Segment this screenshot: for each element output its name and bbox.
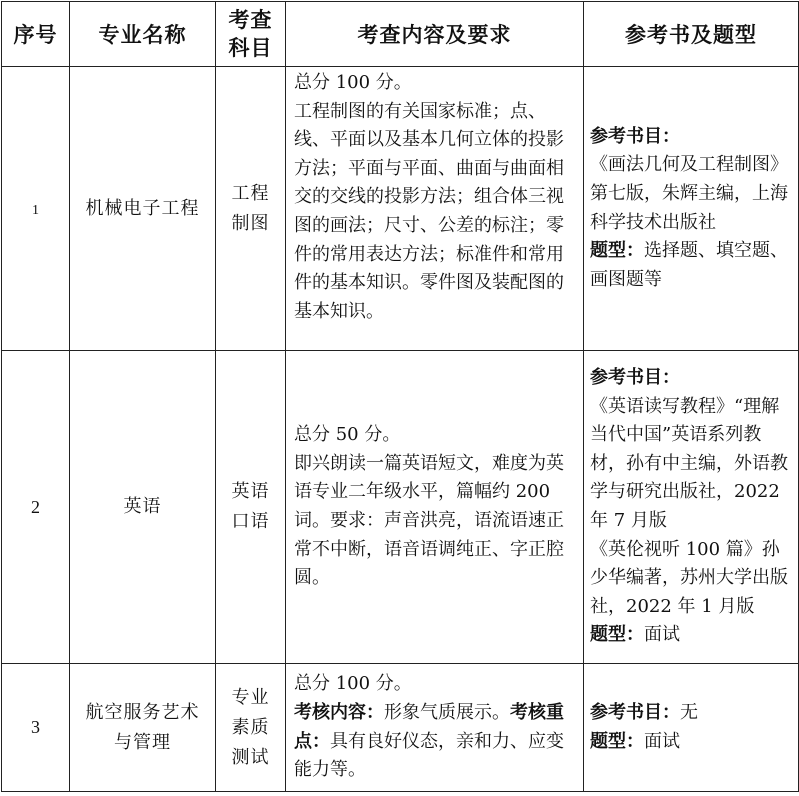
reference-cell	[584, 67, 799, 351]
requirements-cell	[286, 664, 584, 792]
subject-cell	[216, 67, 286, 351]
exam-requirements-table	[1, 1, 799, 792]
reference-label: 参考书目：	[590, 367, 680, 389]
header-subject-line2: 科目	[228, 35, 273, 60]
question-type-label: 题型：	[590, 240, 644, 262]
assessment-focus-text: 具有良好仪态，亲和力、应变能力等。	[294, 730, 564, 781]
subject-line2: 素质	[231, 716, 270, 738]
question-type	[590, 237, 792, 294]
assessment-content-text: 形象气质展示。	[384, 701, 510, 723]
row-index-cell	[2, 351, 70, 664]
row-index: 2	[31, 496, 40, 517]
total-score: 总分 100 分。	[294, 72, 412, 93]
reference-book: 《画法几何及工程制图》第七版，朱辉主编，上海科学技术出版社	[590, 154, 788, 233]
row-index: 1	[32, 202, 39, 218]
reference-value: 无	[680, 701, 698, 723]
subject-line2: 口语	[231, 511, 270, 532]
row-index-cell	[2, 664, 70, 792]
question-type	[590, 728, 792, 757]
subject-line3: 测试	[231, 746, 270, 768]
major-name-line2: 与管理	[114, 731, 171, 753]
question-type-value: 面试	[644, 730, 680, 752]
table-row	[2, 664, 799, 792]
subject-cell	[216, 351, 286, 664]
header-index: 序号	[2, 2, 70, 67]
header-major: 专业名称	[70, 2, 216, 67]
reference-label: 参考书目：	[590, 701, 680, 723]
question-type-label: 题型：	[590, 624, 644, 646]
requirements-text: 即兴朗读一篇英语短文，难度为英语专业二年级水平，篇幅约 200 词。要求：声音洪亮，语流语速正常不中断，语音语调纯正、字正腔圆。	[294, 452, 564, 589]
header-subject-line1: 考查	[228, 7, 273, 32]
row-index: 3	[31, 717, 40, 737]
subject-cell	[216, 664, 286, 792]
reference-book-2: 《英伦视听 100 篇》孙少华编著，苏州大学出版社，2022 年 1 月版	[590, 538, 788, 617]
requirements-cell	[286, 67, 584, 351]
assessment-focus-label: 考核重点：	[294, 701, 564, 752]
total-score: 总分 50 分。	[294, 424, 401, 446]
subject-line1: 工程	[231, 182, 270, 204]
subject-line1: 专业	[231, 686, 270, 708]
header-reference: 参考书及题型	[584, 2, 799, 67]
total-score: 总分 100 分。	[294, 673, 412, 695]
major-name-line1: 航空服务艺术	[85, 701, 200, 723]
header-requirements: 考查内容及要求	[286, 2, 584, 67]
header-row	[2, 2, 799, 67]
reference-cell	[584, 351, 799, 664]
question-type-label: 题型：	[590, 730, 644, 752]
table-row	[2, 351, 799, 664]
table-row	[2, 67, 799, 351]
subject-line2: 制图	[231, 212, 270, 234]
reference-cell	[584, 664, 799, 792]
header-subject	[216, 2, 286, 67]
assessment-content-label: 考核内容：	[294, 701, 384, 723]
requirements-text: 工程制图的有关国家标准；点、线、平面以及基本几何立体的投影方法；平面与平面、曲面与曲面相交的交线的投影方法；组合体三视图的画法；尺寸、公差的标注；零件的常用表达方法；标准件和常用件的基本知识。零件图及装配图的基本知识。	[294, 100, 564, 322]
requirements-cell	[286, 351, 584, 664]
subject-line1: 英语	[231, 481, 270, 502]
requirements-text	[294, 702, 564, 780]
reference-label: 参考书目：	[590, 125, 680, 147]
reference-book-1: 《英语读写教程》“理解当代中国”英语系列教材，孙有中主编，外语教学与研究出版社，2022 年 7 月版	[590, 395, 788, 531]
question-type	[590, 621, 792, 650]
reference	[590, 699, 792, 728]
major-name: 机械电子工程	[70, 67, 216, 351]
major-name: 英语	[70, 351, 216, 664]
question-type-value: 选择题、填空题、画图题等	[590, 240, 788, 290]
row-index-cell	[2, 67, 70, 351]
question-type-value: 面试	[644, 624, 680, 646]
major-name	[70, 664, 216, 792]
